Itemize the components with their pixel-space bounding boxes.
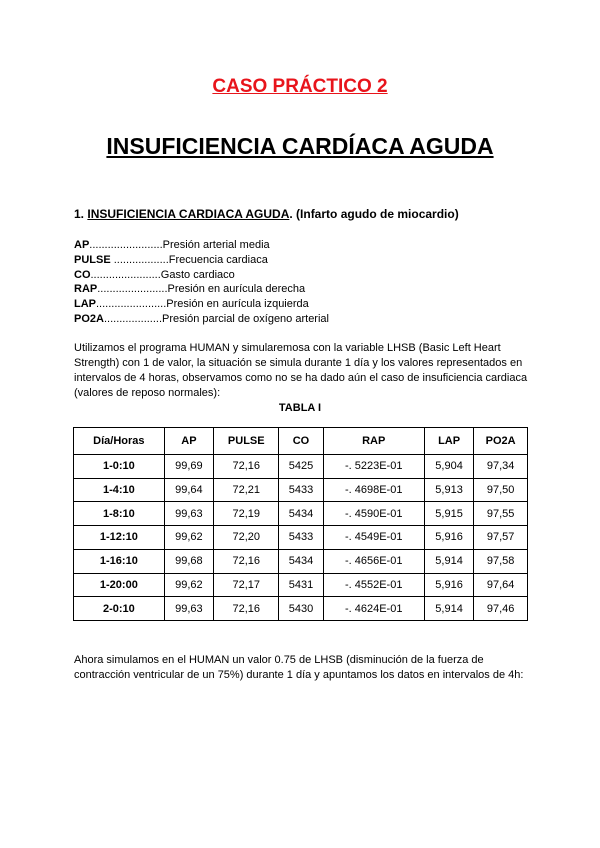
section-subtitle: . (Infarto agudo de miocardio) bbox=[289, 207, 459, 221]
table-cell: 99,68 bbox=[164, 549, 213, 573]
table-cell: 99,62 bbox=[164, 573, 213, 597]
definition-item bbox=[74, 238, 329, 253]
column-header: PULSE bbox=[214, 428, 279, 455]
definition-abbr: LAP bbox=[74, 298, 96, 311]
table-cell: 97,50 bbox=[474, 478, 528, 502]
column-header: AP bbox=[164, 428, 213, 455]
table-cell: 99,64 bbox=[164, 478, 213, 502]
definition-abbr: RAP bbox=[74, 283, 98, 296]
definition-desc: Presión parcial de oxígeno arterial bbox=[162, 312, 329, 325]
definition-desc: Gasto cardiaco bbox=[160, 268, 235, 281]
table-cell: 5433 bbox=[279, 526, 323, 550]
table-cell: -. 4552E-01 bbox=[323, 573, 424, 597]
table-cell: 72,16 bbox=[214, 549, 279, 573]
table-cell: 72,20 bbox=[214, 526, 279, 550]
intro-paragraph: Utilizamos el programa HUMAN y simularemosa con la variable LHSB (Basic Left Heart Strength) con 1 de valor, la situación se simula durante 1 día y los valores representados en intervalos de 4 horas, observamos como no se ha dado aún el caso de insuficiencia cardiaca (valores de reposo normales): bbox=[74, 342, 528, 399]
table-row bbox=[74, 502, 528, 526]
column-header: PO2A bbox=[474, 428, 528, 455]
main-title: INSUFICIENCIA CARDÍACA AGUDA bbox=[106, 133, 494, 159]
definition-desc: Presión arterial media bbox=[162, 239, 270, 251]
table-cell: 5,914 bbox=[424, 549, 473, 573]
table-row bbox=[74, 526, 528, 550]
table-cell: 5431 bbox=[279, 573, 323, 597]
table-cell: 97,34 bbox=[474, 455, 528, 479]
column-header: RAP bbox=[323, 428, 424, 455]
row-label-cell: 1-20:00 bbox=[74, 573, 165, 597]
definition-dots: ........................ bbox=[89, 239, 163, 251]
definition-dots: ....................... bbox=[97, 283, 168, 296]
table-caption: TABLA I bbox=[278, 402, 322, 414]
table-cell: 5430 bbox=[279, 597, 323, 621]
definition-item bbox=[74, 312, 329, 327]
table-cell: -. 5223E-01 bbox=[323, 455, 424, 479]
column-header: LAP bbox=[424, 428, 473, 455]
table-cell: 97,64 bbox=[474, 573, 528, 597]
followup-paragraph: Ahora simulamos en el HUMAN un valor 0.75 de LHSB (disminución de la fuerza de contracción ventricular de un 75%) durante 1 día y apuntamos los datos en intervalos de 4h: bbox=[74, 654, 524, 681]
section-title: INSUFICIENCIA CARDIACA AGUDA bbox=[87, 207, 290, 221]
table-cell: 5,916 bbox=[424, 526, 473, 550]
section-heading bbox=[74, 207, 459, 221]
row-label-cell: 1-16:10 bbox=[74, 549, 165, 573]
column-header: Día/Horas bbox=[74, 428, 165, 455]
definition-desc: Presión en aurícula derecha bbox=[167, 283, 306, 296]
table-cell: 97,46 bbox=[474, 597, 528, 621]
definition-dots: ....................... bbox=[90, 268, 161, 281]
table-cell: 97,58 bbox=[474, 549, 528, 573]
definition-dots: ....................... bbox=[96, 298, 167, 311]
table-cell: 72,19 bbox=[214, 502, 279, 526]
definition-desc: Presión en aurícula izquierda bbox=[166, 298, 309, 311]
table-cell: 5434 bbox=[279, 549, 323, 573]
definition-abbr: CO bbox=[74, 268, 91, 281]
table-cell: 97,55 bbox=[474, 502, 528, 526]
table-cell: 5,913 bbox=[424, 478, 473, 502]
row-label-cell: 1-4:10 bbox=[74, 478, 165, 502]
table-cell: 99,69 bbox=[164, 455, 213, 479]
table-cell: -. 4590E-01 bbox=[323, 502, 424, 526]
row-label-cell: 1-0:10 bbox=[74, 455, 165, 479]
table-cell: -. 4624E-01 bbox=[323, 597, 424, 621]
table-cell: 5,916 bbox=[424, 573, 473, 597]
data-table bbox=[73, 427, 528, 621]
section-number: 1. bbox=[74, 207, 85, 221]
definition-dots: ................... bbox=[103, 312, 163, 325]
table-cell: -. 4549E-01 bbox=[323, 526, 424, 550]
table-cell: 72,17 bbox=[214, 573, 279, 597]
table-cell: 99,62 bbox=[164, 526, 213, 550]
definition-desc: Frecuencia cardiaca bbox=[168, 253, 268, 266]
table-cell: -. 4656E-01 bbox=[323, 549, 424, 573]
table-row bbox=[74, 455, 528, 479]
table-cell: 97,57 bbox=[474, 526, 528, 550]
definition-item bbox=[74, 282, 329, 297]
table-cell: 72,16 bbox=[214, 597, 279, 621]
definition-item bbox=[74, 268, 329, 283]
table-cell: 5,914 bbox=[424, 597, 473, 621]
definitions-list bbox=[74, 238, 329, 327]
table-row bbox=[74, 573, 528, 597]
column-header: CO bbox=[279, 428, 323, 455]
definition-item bbox=[74, 297, 329, 312]
table-cell: 99,63 bbox=[164, 597, 213, 621]
definition-abbr: PO2A bbox=[74, 312, 104, 325]
table-cell: 5433 bbox=[279, 478, 323, 502]
definition-dots: .................. bbox=[110, 253, 169, 266]
table-header-row bbox=[74, 428, 528, 455]
definition-item bbox=[74, 253, 329, 268]
case-title: CASO PRÁCTICO 2 bbox=[212, 76, 388, 97]
table-cell: 5,904 bbox=[424, 455, 473, 479]
row-label-cell: 1-8:10 bbox=[74, 502, 165, 526]
table-row bbox=[74, 549, 528, 573]
table-cell: 99,63 bbox=[164, 502, 213, 526]
table-cell: -. 4698E-01 bbox=[323, 478, 424, 502]
table-cell: 72,16 bbox=[214, 455, 279, 479]
table-cell: 72,21 bbox=[214, 478, 279, 502]
row-label-cell: 2-0:10 bbox=[74, 597, 165, 621]
table-row bbox=[74, 597, 528, 621]
definition-abbr: PULSE bbox=[74, 253, 111, 266]
table-body bbox=[74, 455, 528, 621]
row-label-cell: 1-12:10 bbox=[74, 526, 165, 550]
table-cell: 5434 bbox=[279, 502, 323, 526]
table-row bbox=[74, 478, 528, 502]
definition-abbr: AP bbox=[74, 239, 90, 251]
table-cell: 5,915 bbox=[424, 502, 473, 526]
table-cell: 5425 bbox=[279, 455, 323, 479]
